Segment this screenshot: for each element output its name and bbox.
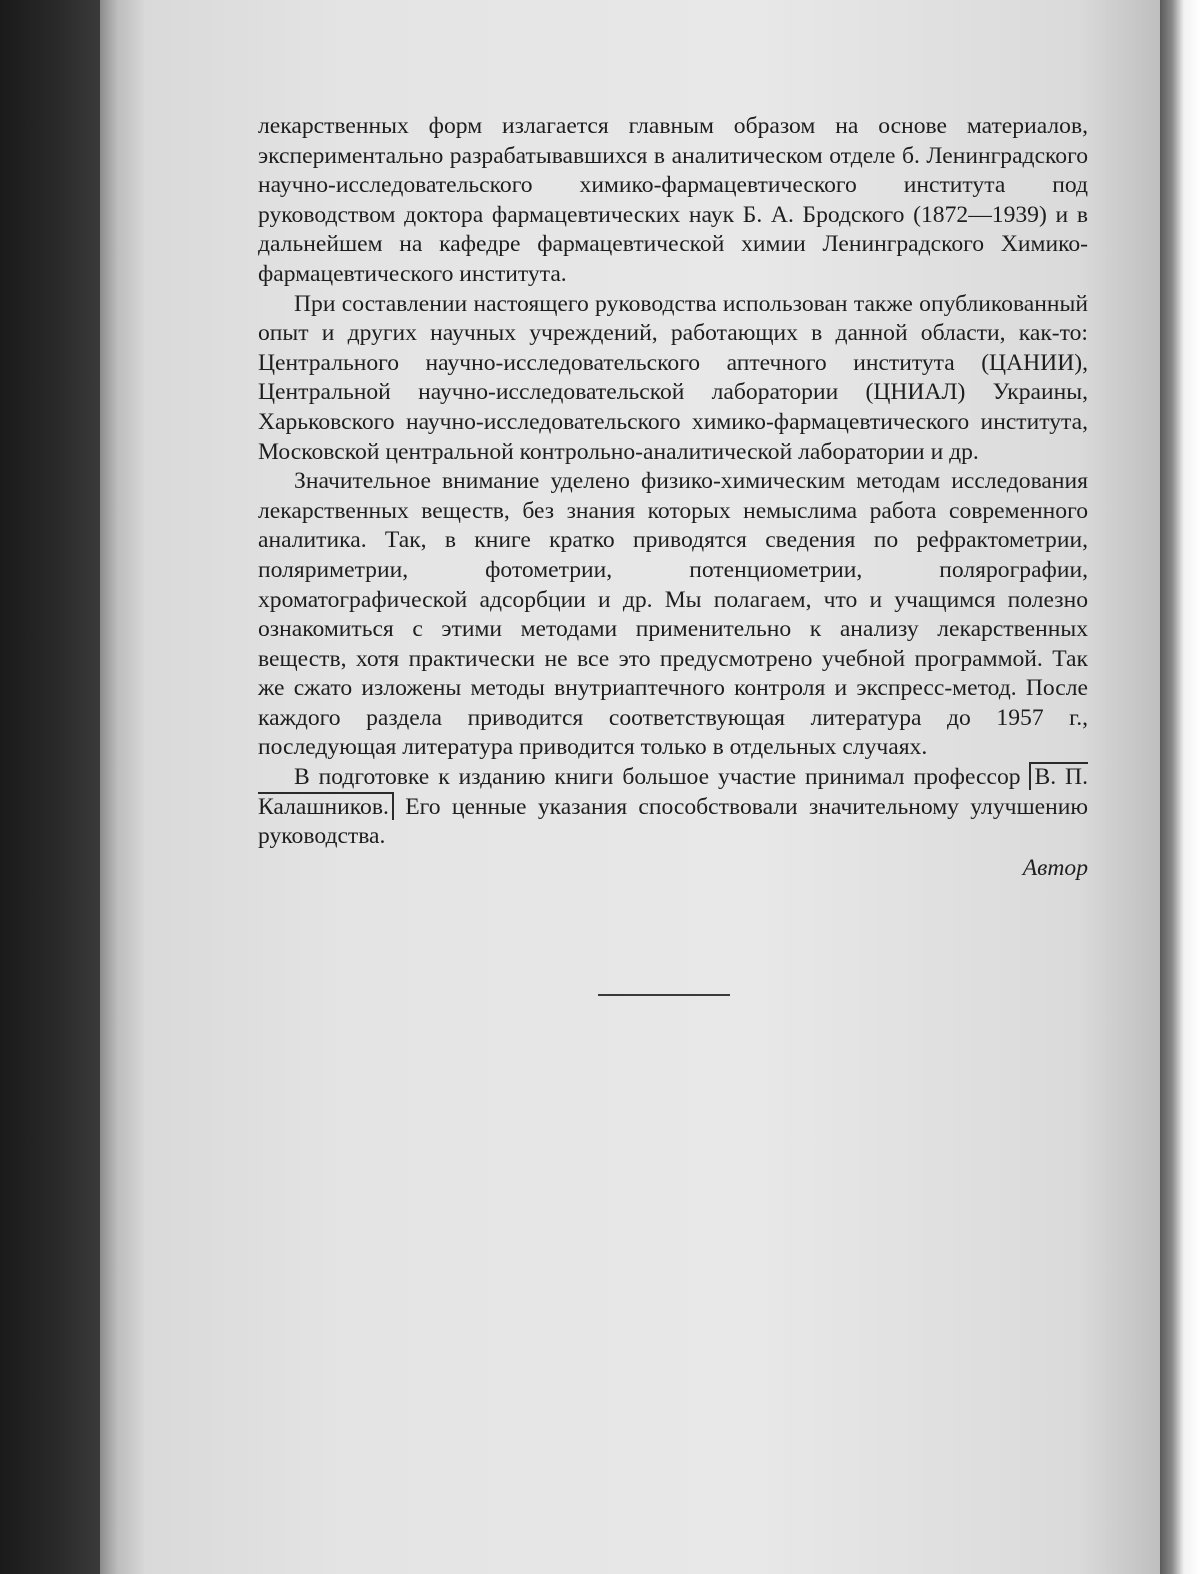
book-spine — [0, 0, 100, 1574]
page-right-edge — [1160, 0, 1200, 1574]
boxed-name: В. П. Калашников. — [258, 764, 1088, 820]
paragraph-3: Значительное внимание уделено физико-химическим методам исследования лекарственных веществ, без знания которых немыслима работа современного аналитика. Так, в книге кратко приводятся сведения по рефрактометрии, поляриметрии, фотометрии, потенциометрии, полярографии, хроматографической адсорбции и др. Мы полагаем, что и учащимся полезно ознакомиться с этими методами применительно к анализу лекарственных веществ, хотя практически не все это предусмотрено учебной программой. Так же сжато изложены методы внутриаптечного контроля и экспресс-метод. После каждого раздела приводится соответствующая литература до 1957 г., последующая литература приводится только в отдельных случаях. — [258, 468, 1088, 761]
author-signature: Автор — [1022, 854, 1088, 881]
paragraph-4 — [258, 763, 1088, 852]
paragraph-4-after: Его ценные указания способствовали значительному улучшению руководства. — [258, 793, 1088, 850]
page-gutter-shadow — [100, 0, 144, 1574]
body-text — [258, 112, 1088, 883]
end-rule — [598, 994, 730, 996]
paragraph-1: лекарственных форм излагается главным образом на основе материалов, экспериментально разрабатывавшихся в аналитическом отделе б. Ленинградского научно-исследовательского химико-фармацевтического института под руководством доктора фармацевтических наук Б. А. Бродского (1872—1939) и в дальнейшем на кафедре фармацевтической химии Ленинградского Химико-фармацевтического института. — [258, 113, 1088, 287]
paragraph-4-before: В подготовке к изданию книги большое участие принимал профессор — [294, 764, 1030, 791]
paragraph-2: При составлении настоящего руководства использован также опубликованный опыт и других научных учреждений, работающих в данной области, как-то: Центрального научно-исследовательского аптечного института (ЦАНИИ), Центральной научно-исследовательской лаборатории (ЦНИАЛ) Украины, Харьковского научно-исследовательского химико-фармацевтического института, Московской центральной контрольно-аналитической лаборатории и др. — [258, 290, 1088, 465]
